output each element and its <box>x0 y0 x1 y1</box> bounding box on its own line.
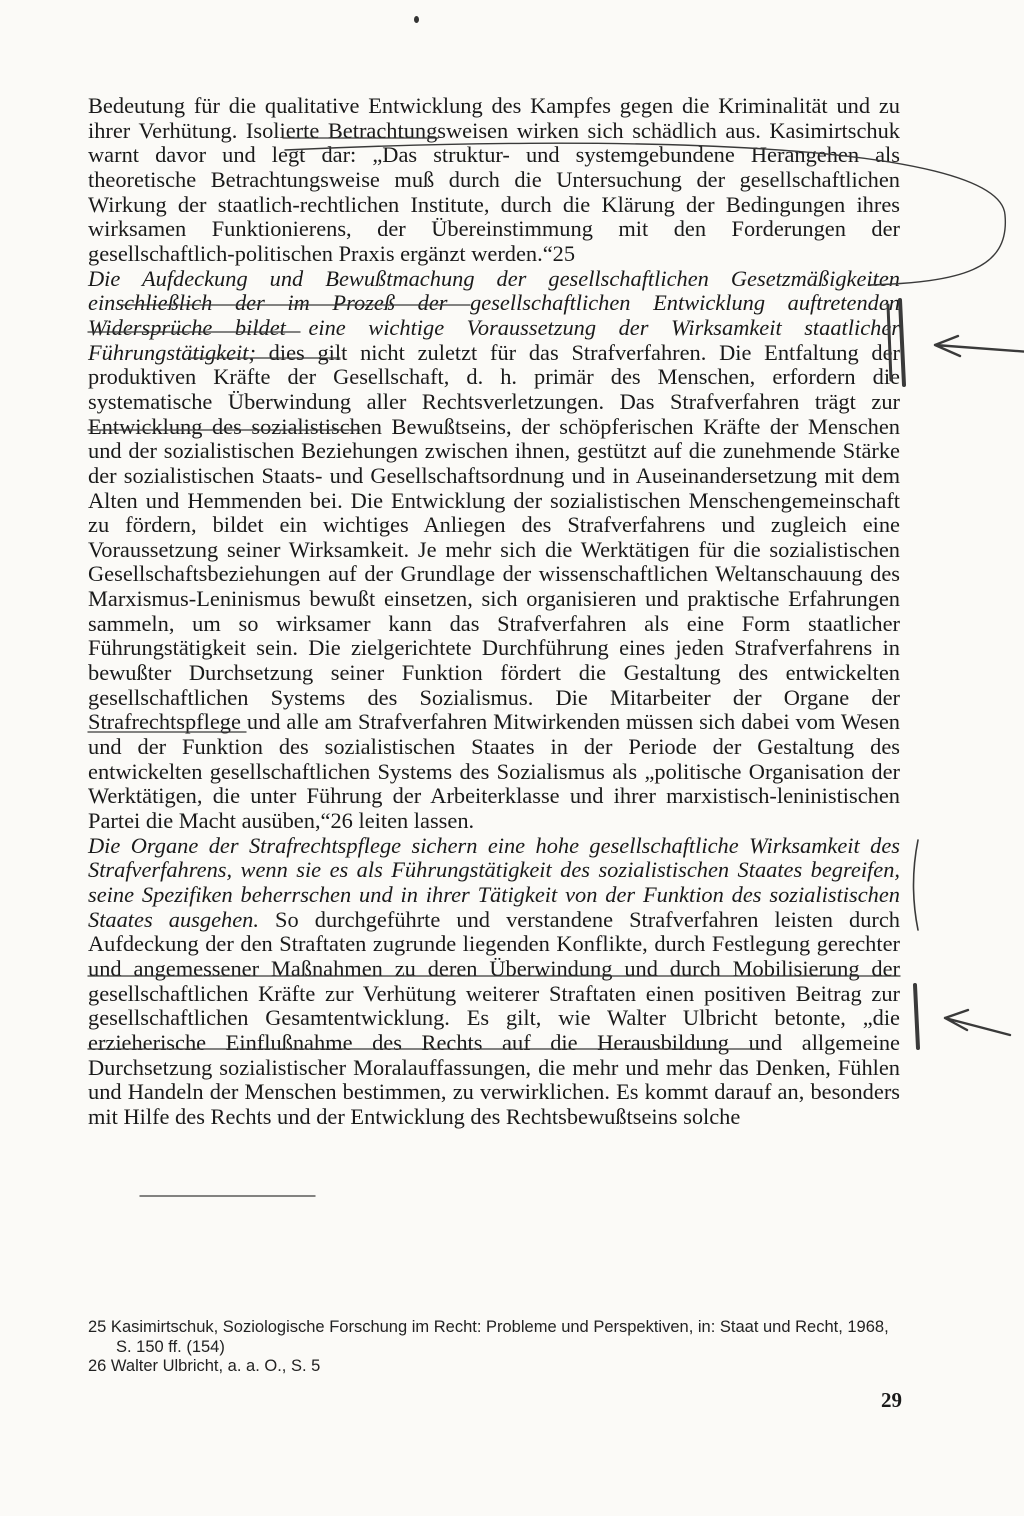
paragraph-3-body: So durchgeführte und verstandene Strafverfahren leisten durch Aufdeckung der den Straftaten zugrunde liegenden Konflikte, durch Festlegung gerechter und angemessener Maßnahmen zu deren Überwindung und durch Mobilisierung der gesellschaftlichen Kräfte zur Verhütung weiterer Straftaten einen positiven Beitrag zur gesellschaftlichen Gesamtentwicklung. Es gilt, wie Walter Ulbricht betonte, „die erzieherische Einflußnahme des Rechts auf die Herausbildung und allgemeine Durchsetzung sozialistischer Moralauffassungen, die mehr und mehr das Denken, Fühlen und Handeln der Menschen bestimmen, zu verwirklichen. Es kommt darauf an, besonders mit Hilfe des Rechts und der Entwicklung des Rechtsbewußtseins solche <box>88 906 900 1129</box>
margin-bar-1 <box>900 300 904 385</box>
ink-dot <box>414 16 419 23</box>
paragraph-1: Bedeutung für die qualitative Entwicklung des Kampfes gegen die Kriminalität und zu ihrer Verhütung. Isolierte Betrachtungsweisen wirken sich schädlich aus. Kasimirtschuk warnt davor und legt dar: „Das struktur- und systemgebundene Herangehen als theoretische Betrachtungsweise muß durch die Untersuchung der gesellschaftlichen Wirkung der staatlich-rechtlichen Institute, durch die Klärung der Bedingungen ihres wirksamen Funktionierens, der Übereinstimmung mit den Forderungen der gesellschaftlich-politischen Praxis ergänzt werden.“25 <box>88 93 900 266</box>
body-text <box>88 94 900 1130</box>
footnote-26: 26 Walter Ulbricht, a. a. O., S. 5 <box>88 1357 321 1375</box>
margin-bracket <box>914 840 919 930</box>
margin-arrow-2 <box>945 1010 1010 1035</box>
footnote-25: 25 Kasimirtschuk, Soziologische Forschung im Recht: Probleme und Perspektiven, in: Staat und Recht, 1968, S. 150 ff. (154) <box>88 1318 889 1356</box>
paragraph-3-emphasis: Die Organe der Strafrechtspflege sichern eine hohe gesellschaftliche Wirksamkeit des Strafverfahrens, wenn sie es als Führungstätigkeit des sozialistischen Staates begreifen, seine Spezifiken beherrschen und in ihrer Tätigkeit von der Funktion des sozialistischen Staates ausgehen. <box>88 832 900 932</box>
page-number: 29 <box>881 1388 902 1412</box>
margin-bar-3 <box>915 985 918 1048</box>
paragraph-2-body: dies gilt nicht zuletzt für das Strafverfahren. Die Entfaltung der produktiven Kräfte der Gesellschaft, d. h. primär des Menschen, erfordern die systematische Überwindung aller Rechtsverletzungen. Das Strafverfahren trägt zur Entwicklung des sozialistischen Bewußtseins, der schöpferischen Kräfte der Menschen und der sozialistischen Beziehungen zwischen ihnen, gestützt auf die zunehmende Stärke der sozialistischen Staats- und Gesellschaftsordnung und in Auseinandersetzung mit dem Alten und Hemmenden bei. Die Entwicklung der sozialistischen Menschengemeinschaft zu fördern, bildet ein wichtiges Anliegen des Strafverfahrens und zugleich eine Voraussetzung seiner Wirksamkeit. Je mehr sich die Werktätigen für die sozialistischen Gesellschaftsbeziehungen auf der Grundlage der wissenschaftlichen Weltanschauung des Marxismus-Leninismus bewußt einsetzen, sich organisieren und praktische Erfahrungen sammeln, um so wirksamer kann das Strafverfahren als eine Form staatlicher Führungstätigkeit sein. Die zielgerichtete Durchführung eines jeden Strafverfahrens in bewußter Durchsetzung seiner Funktion fördert die Gestaltung des entwickelten gesellschaftlichen Systems des Sozialismus. Die Mitarbeiter der Organe der Strafrechtspflege und alle am Strafverfahren Mitwirkenden müssen sich dabei vom Wesen und der Funktion des sozialistischen Staates in der Periode der Gestaltung des entwickelten gesellschaftlichen Systems des Sozialismus als „politische Organisation der Werktätigen, die unter Führung der Arbeiterklasse und ihrer marxistisch-leninistischen Partei die Macht ausüben,“26 leiten lassen. <box>88 339 900 834</box>
margin-arrow-1 <box>935 336 1024 356</box>
paragraph-3 <box>88 834 900 1130</box>
paragraph-2 <box>88 267 900 834</box>
paragraph-2-emphasis: Die Aufdeckung und Bewußtmachung der gesellschaftlichen Gesetzmäßigkeiten einschließlich der im Prozeß der gesellschaftlichen Entwicklung auftretenden Widersprüche bildet eine wichtige Voraussetzung der Wirksamkeit staatlicher Führungstätigkeit; <box>88 265 900 365</box>
footnotes <box>88 1318 900 1377</box>
